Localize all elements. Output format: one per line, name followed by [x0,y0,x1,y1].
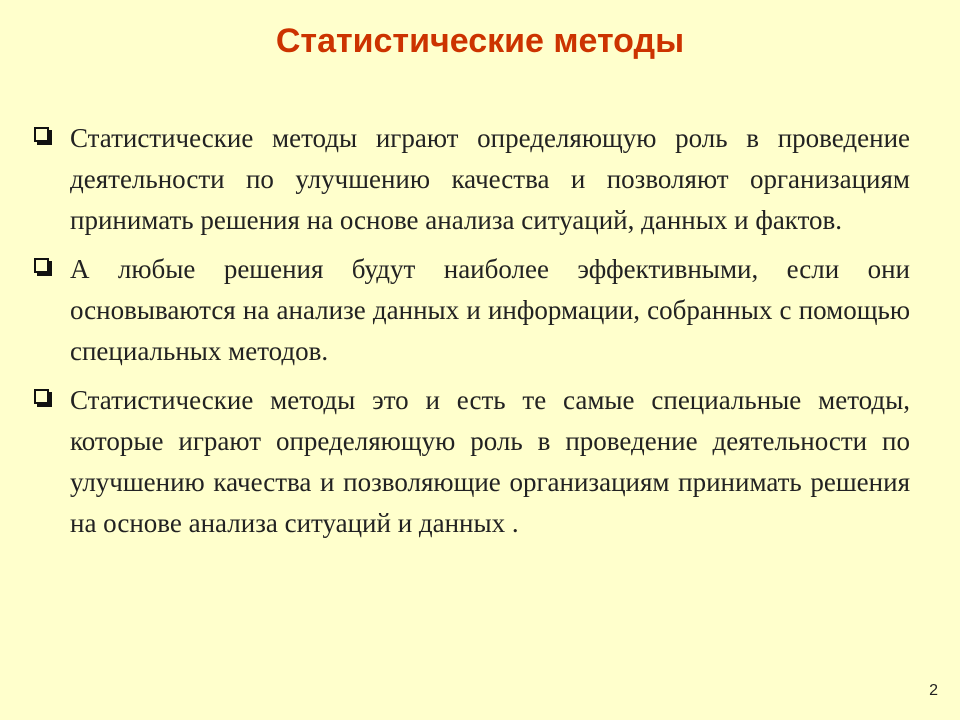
bullet-list [32,118,910,552]
bullet-item-2 [32,249,910,372]
checkbox-bullet-icon [34,258,49,273]
bullet-item-1 [32,118,910,241]
page-number: 2 [929,682,938,699]
checkbox-bullet-icon [34,127,49,142]
bullet-text: А любые решения будут наиболее эффективными, если они основываются на анализе данных и информации, собранных с помощью специальных методов. [70,254,910,366]
bullet-item-3 [32,380,910,544]
slide-title: Статистические методы [275,22,685,60]
bullet-text: Статистические методы играют определяющую роль в проведение деятельности по улучшению качества и позволяют организациям принимать решения на основе анализа ситуаций, данных и фактов. [70,123,910,235]
checkbox-bullet-icon [34,389,49,404]
bullet-text: Статистические методы это и есть те самые специальные методы, которые играют определяющую роль в проведение деятельности по улучшению качества и позволяющие организациям принимать решения на основе анализа ситуаций и данных . [70,385,910,538]
